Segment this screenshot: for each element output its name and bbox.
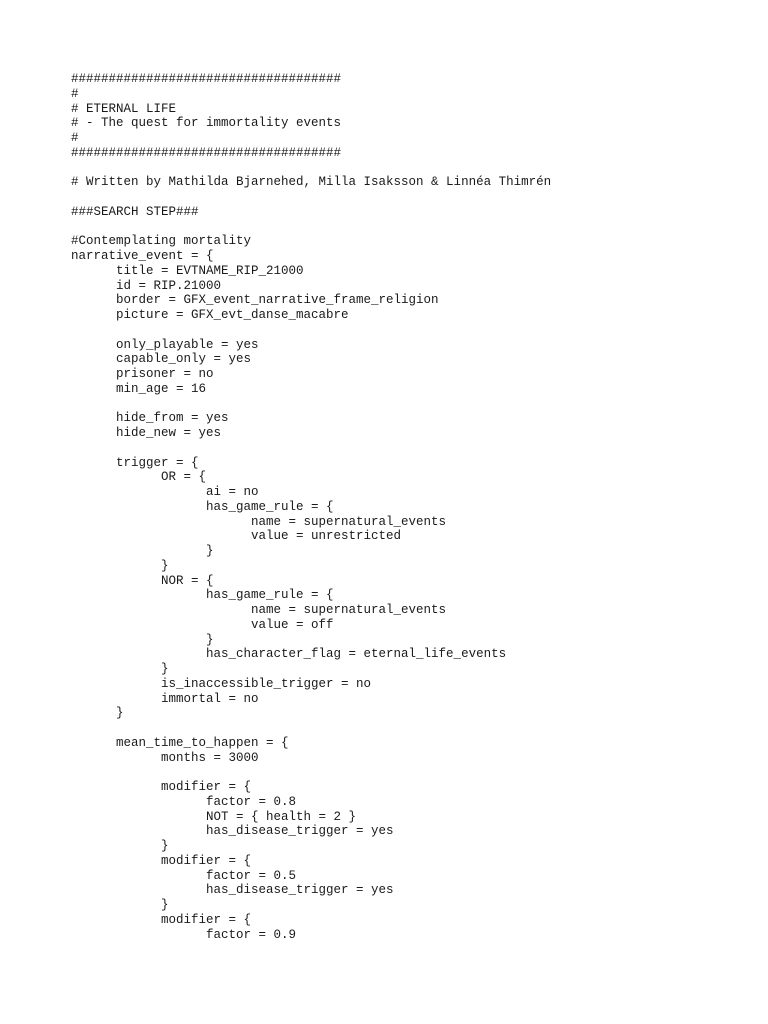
- code-line: id = RIP.21000: [71, 278, 222, 293]
- code-line: }: [71, 632, 214, 647]
- code-line: name = supernatural_events: [71, 603, 447, 617]
- code-line: #Contemplating mortality: [71, 234, 252, 249]
- code-line: months = 3000: [71, 750, 259, 765]
- code-line: [71, 721, 551, 736]
- code-line: #: [71, 86, 79, 101]
- code-line: modifier = {: [71, 912, 252, 927]
- code-line: }: [71, 662, 169, 676]
- code-line: [71, 441, 551, 456]
- code-line: }: [71, 898, 169, 912]
- code-line: [71, 323, 551, 338]
- code-line: NOR = {: [71, 573, 214, 588]
- code-line: only_playable = yes: [71, 337, 259, 352]
- code-line: picture = GFX_evt_danse_macabre: [71, 308, 349, 322]
- code-line: title = EVTNAME_RIP_21000: [71, 263, 304, 278]
- code-line: }: [71, 544, 214, 558]
- code-line: #: [71, 131, 79, 145]
- code-line: prisoner = no: [71, 367, 214, 381]
- code-line: }: [71, 839, 169, 853]
- code-line: [71, 765, 551, 780]
- code-line: has_character_flag = eternal_life_events: [71, 647, 507, 662]
- code-line: has_disease_trigger = yes: [71, 824, 394, 839]
- code-line: }: [71, 706, 124, 721]
- code-line: has_disease_trigger = yes: [71, 883, 394, 898]
- code-line: [71, 397, 551, 412]
- code-line: mean_time_to_happen = {: [71, 735, 289, 750]
- code-line: [71, 161, 551, 176]
- code-line: ###SEARCH STEP###: [71, 204, 199, 219]
- code-line: is_inaccessible_trigger = no: [71, 676, 372, 691]
- code-line: narrative_event = {: [71, 249, 214, 263]
- code-line: border = GFX_event_narrative_frame_religion: [71, 293, 439, 308]
- code-line: name = supernatural_events: [71, 514, 447, 529]
- code-line: hide_from = yes: [71, 411, 229, 426]
- code-line: immortal = no: [71, 691, 259, 706]
- code-line: factor = 0.5: [71, 868, 297, 883]
- code-line: [71, 190, 551, 205]
- code-line: hide_new = yes: [71, 426, 222, 440]
- code-line: ai = no: [71, 485, 259, 499]
- code-line: modifier = {: [71, 853, 252, 868]
- code-line: factor = 0.9: [71, 927, 297, 942]
- code-line: factor = 0.8: [71, 794, 297, 809]
- code-line: value = unrestricted: [71, 529, 402, 544]
- code-line: has_game_rule = {: [71, 499, 334, 514]
- code-line: }: [71, 558, 169, 573]
- code-line: ####################################: [71, 145, 342, 160]
- code-line: has_game_rule = {: [71, 588, 334, 603]
- code-line: ####################################: [71, 72, 342, 86]
- code-listing: [71, 72, 551, 942]
- code-line: NOT = { health = 2 }: [71, 809, 357, 824]
- code-line: # ETERNAL LIFE: [71, 101, 177, 116]
- code-line: # - The quest for immortality events: [71, 116, 342, 131]
- code-line: value = off: [71, 617, 334, 632]
- code-line: [71, 220, 551, 235]
- code-line: min_age = 16: [71, 381, 207, 396]
- code-line: modifier = {: [71, 780, 252, 794]
- code-line: capable_only = yes: [71, 352, 252, 367]
- code-line: # Written by Mathilda Bjarnehed, Milla Isaksson & Linnéa Thimrén: [71, 175, 552, 190]
- code-line: OR = {: [71, 470, 207, 485]
- code-line: trigger = {: [71, 455, 199, 470]
